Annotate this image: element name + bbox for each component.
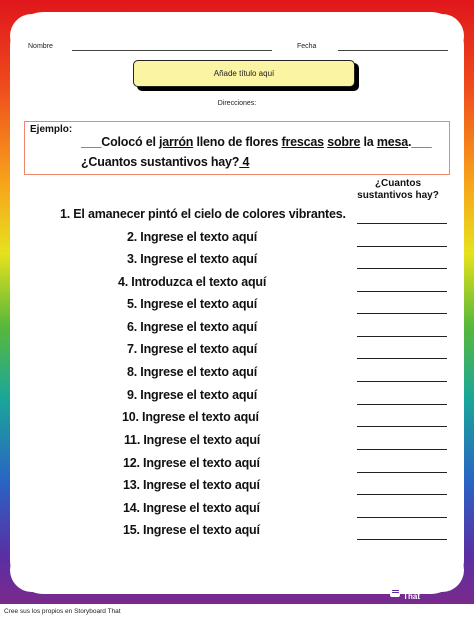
storyboard-logo[interactable] bbox=[390, 585, 460, 599]
answer-column-header bbox=[348, 178, 448, 202]
noun-flores: frescas bbox=[281, 135, 324, 149]
list-item[interactable]: 14. Ingrese el texto aquí bbox=[123, 501, 260, 515]
list-item[interactable]: 4. Introduzca el texto aquí bbox=[118, 275, 267, 289]
column-header-line: sustantivos hay? bbox=[357, 190, 439, 201]
answer-line[interactable] bbox=[357, 223, 447, 224]
logo-text: Storyboard That bbox=[403, 583, 446, 601]
text-segment: la bbox=[360, 135, 377, 149]
list-item[interactable]: 5. Ingrese el texto aquí bbox=[127, 297, 257, 311]
date-label: Fecha bbox=[297, 43, 317, 50]
column-header-line: ¿Cuantos bbox=[374, 178, 422, 189]
example-sentence bbox=[81, 135, 432, 149]
list-item[interactable]: 6. Ingrese el texto aquí bbox=[127, 320, 257, 334]
scallop-decoration bbox=[420, 14, 464, 58]
list-item[interactable]: 15. Ingrese el texto aquí bbox=[123, 523, 260, 537]
answer-line[interactable] bbox=[357, 539, 447, 540]
text-segment: Colocó el bbox=[101, 135, 159, 149]
list-item[interactable]: 7. Ingrese el texto aquí bbox=[127, 342, 257, 356]
scallop-decoration bbox=[10, 548, 54, 592]
answer-line[interactable] bbox=[357, 336, 447, 337]
word-sobre: sobre bbox=[327, 135, 361, 149]
answer-line[interactable] bbox=[357, 517, 447, 518]
list-item[interactable]: 12. Ingrese el texto aquí bbox=[123, 456, 260, 470]
list-item[interactable]: 8. Ingrese el texto aquí bbox=[127, 365, 257, 379]
text-segment: lleno de flores bbox=[193, 135, 282, 149]
answer-line[interactable] bbox=[357, 313, 447, 314]
list-item[interactable]: 11. Ingrese el texto aquí bbox=[124, 433, 261, 447]
answer-line[interactable] bbox=[357, 404, 447, 405]
name-line[interactable] bbox=[72, 50, 272, 51]
text-segment: .___ bbox=[408, 135, 432, 149]
answer-line[interactable] bbox=[357, 358, 447, 359]
list-item[interactable]: 2. Ingrese el texto aquí bbox=[127, 230, 257, 244]
answer-line[interactable] bbox=[357, 494, 447, 495]
title-text: Añade título aquí bbox=[213, 69, 275, 78]
list-item[interactable]: 1. El amanecer pintó el cielo de colores vibrantes. bbox=[60, 207, 346, 221]
list-item[interactable]: 3. Ingrese el texto aquí bbox=[127, 252, 257, 266]
date-line[interactable] bbox=[338, 50, 448, 51]
noun-mesa: mesa bbox=[376, 135, 408, 149]
directions-label: Direcciones: bbox=[217, 100, 257, 107]
noun-jarron: jarrón bbox=[159, 135, 194, 149]
name-label: Nombre bbox=[28, 43, 53, 50]
blank: ___ bbox=[81, 135, 102, 149]
answer-line[interactable] bbox=[357, 381, 447, 382]
answer-line[interactable] bbox=[357, 268, 447, 269]
example-label: Ejemplo: bbox=[30, 124, 73, 135]
answer-line[interactable] bbox=[357, 246, 447, 247]
example-answer: 4 bbox=[239, 155, 250, 169]
title-box[interactable] bbox=[133, 60, 355, 87]
list-item[interactable]: 13. Ingrese el texto aquí bbox=[123, 478, 260, 492]
question-text: ¿Cuantos sustantivos hay? bbox=[81, 155, 240, 169]
example-question bbox=[81, 155, 249, 169]
scallop-decoration bbox=[10, 14, 54, 58]
example-box bbox=[24, 121, 450, 175]
list-item[interactable]: 10. Ingrese el texto aquí bbox=[122, 410, 259, 424]
list-item[interactable]: 9. Ingrese el texto aquí bbox=[127, 388, 257, 402]
answer-line[interactable] bbox=[357, 291, 447, 292]
footer-url[interactable]: www.storyboardthat.com bbox=[30, 588, 74, 593]
answer-line[interactable] bbox=[357, 449, 447, 450]
storyboard-icon bbox=[390, 587, 400, 597]
answer-line[interactable] bbox=[357, 472, 447, 473]
answer-line[interactable] bbox=[357, 426, 447, 427]
bottom-caption[interactable]: Cree sus los propios en Storyboard That bbox=[4, 608, 121, 615]
